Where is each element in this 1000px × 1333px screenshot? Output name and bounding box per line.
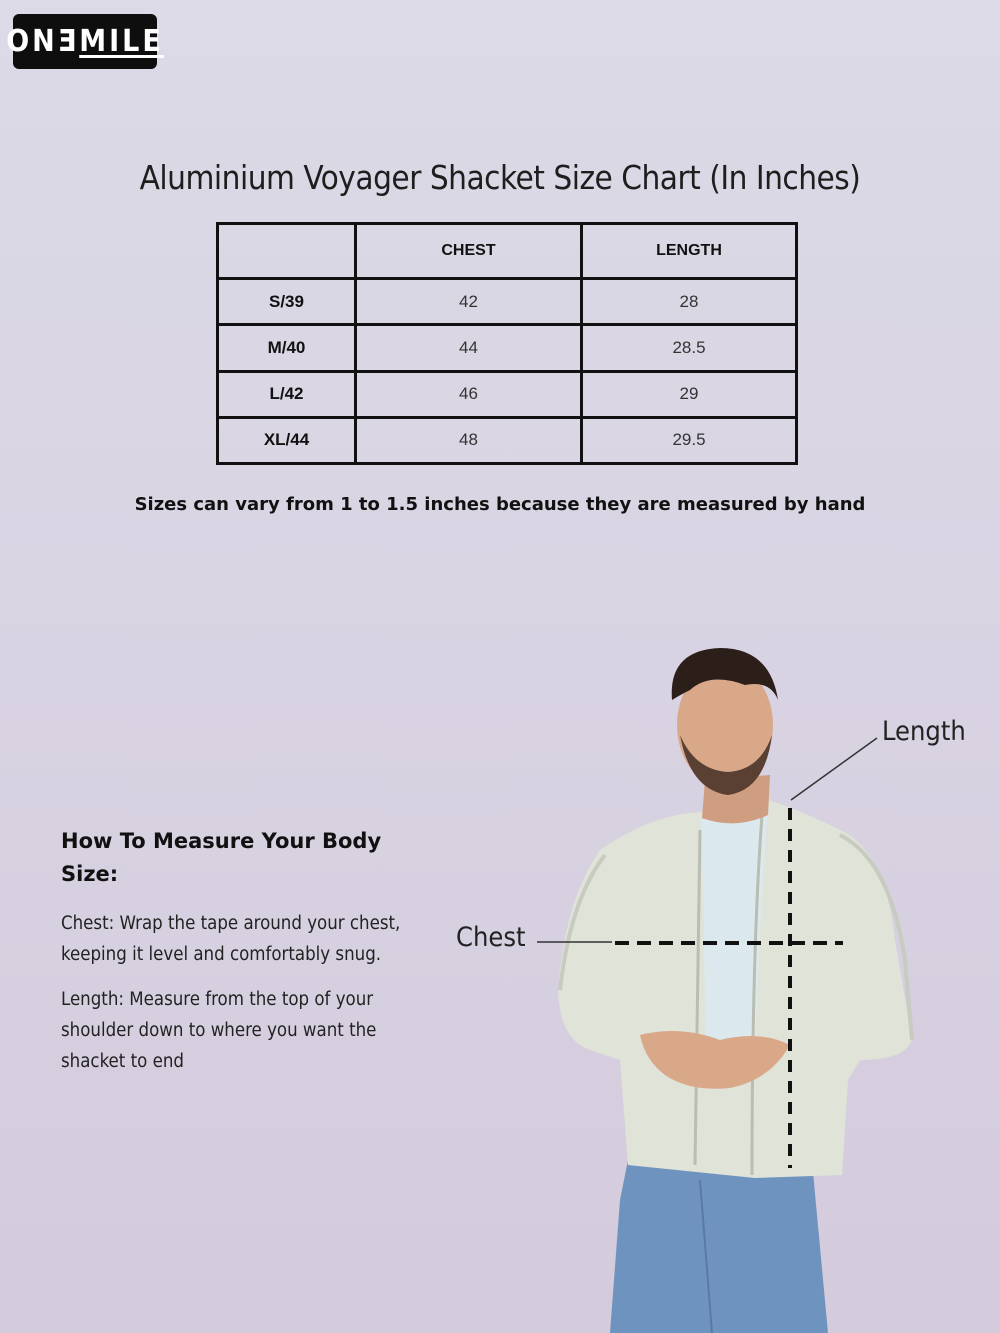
length-cell: 29.5	[582, 417, 797, 463]
logo-text-e: Ǝ	[57, 24, 80, 59]
table-header-length: LENGTH	[582, 224, 797, 279]
length-cell: 28	[582, 279, 797, 325]
chest-cell: 42	[356, 279, 582, 325]
table-header-chest: CHEST	[356, 224, 582, 279]
length-label: Length	[882, 716, 966, 747]
howto-heading: How To Measure Your Body Size:	[61, 829, 382, 886]
chest-cell: 48	[356, 417, 582, 463]
chest-cell: 46	[356, 371, 582, 417]
length-cell: 28.5	[582, 325, 797, 371]
length-cell: 29	[582, 371, 797, 417]
size-cell: XL/44	[218, 417, 356, 463]
chest-cell: 44	[356, 325, 582, 371]
logo-text-prefix: ON	[6, 24, 58, 59]
logo-text-suffix: MILE	[79, 24, 164, 59]
size-cell: L/42	[218, 371, 356, 417]
size-cell: S/39	[218, 279, 356, 325]
chest-instruction: Chest: Wrap the tape around your chest, keeping it level and comfortably snug.	[61, 913, 401, 965]
chest-label: Chest	[456, 922, 526, 953]
page-title: Aluminium Voyager Shacket Size Chart (In Inches)	[139, 158, 861, 197]
measurement-note: Sizes can vary from 1 to 1.5 inches because they are measured by hand	[134, 494, 866, 515]
size-cell: M/40	[218, 325, 356, 371]
length-instruction: Length: Measure from the top of your shoulder down to where you want the shacket to end	[61, 989, 377, 1072]
